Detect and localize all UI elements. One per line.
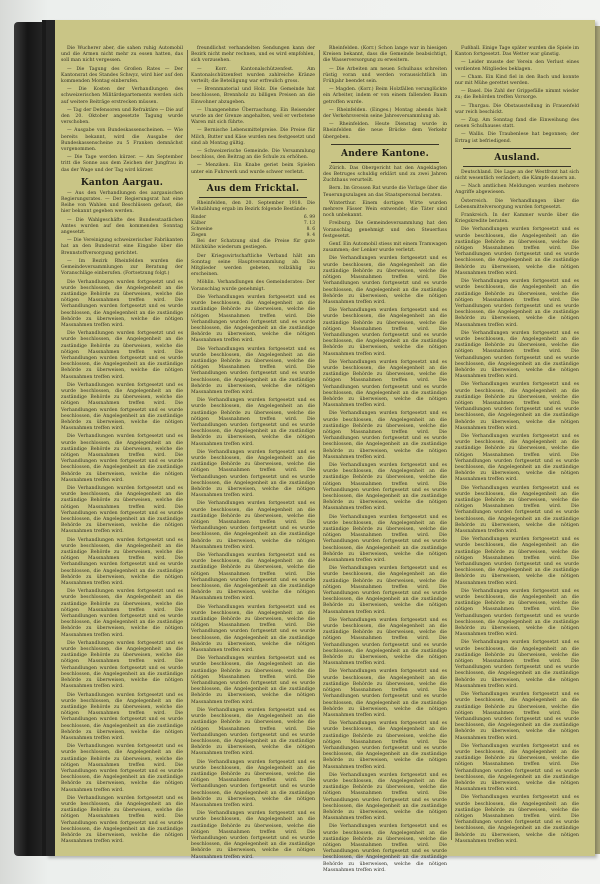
paragraph: Bei der Schatzung sind die Preise für gute Milchkühe wiederum gestiegen. — [191, 239, 315, 251]
paragraph: — Die Vereinigung schweizerischer Fabrikanten hat an den Bundesrat eine Eingabe über die Brennstoffversorgung gerichtet. — [61, 238, 183, 256]
paragraph: — Die Kosten der Verhandlungen des schweizerischen Militärdepartements werden sich auf weitere Beiträge erstrecken müssen. — [61, 87, 183, 105]
filler-paragraph: Die Verhandlungen wurden fortgesetzt und es wurde beschlossen, die Angelegenheit an die zuständige Behörde zu überweisen, welche die nötigen Massnahmen treffen wird. Die Verhandlungen wurden fortgesetzt und es wurde beschlossen, die Angelegenheit an die zuständige Behörde zu überweisen, welche die nötigen Massnahmen treffen wird. — [455, 485, 579, 535]
filler-paragraph: Die Verhandlungen wurden fortgesetzt und es wurde beschlossen, die Angelegenheit an die zuständige Behörde zu überweisen, welche die nötigen Massnahmen treffen wird. Die Verhandlungen wurden fortgesetzt und es wurde beschlossen, die Angelegenheit an die zuständige Behörde zu überweisen, welche die nötigen Massnahmen treffen wird. — [191, 449, 315, 499]
paragraph: — Menziken. Ein Knabe geriet beim Spielen unter ein Fuhrwerk und wurde schwer verletzt. — [191, 163, 315, 175]
paragraph: — Rheinfelden. Heute Dienstag wurde in Rheinfelden die neue Brücke dem Verkehr übergeben. — [323, 122, 447, 140]
filler-paragraph: Die Verhandlungen wurden fortgesetzt und es wurde beschlossen, die Angelegenheit an die zuständige Behörde zu überweisen, welche die nötigen Massnahmen treffen wird. Die Verhandlungen wurden fortgesetzt und es wurde beschlossen, die Angelegenheit an die zuständige Behörde zu überweisen, welche die nötigen Massnahmen treffen wird. — [455, 743, 579, 793]
heading-andere-kantone: Andere Kantone. — [341, 148, 429, 159]
paragraph: — Nach amtlichen Meldungen wurden mehrere Angriffe abgewiesen. — [455, 184, 579, 196]
paragraph: — Schweizerische Gemeinde. Die Versammlung beschloss, den Beitrag an die Schule zu erhöhen. — [191, 149, 315, 161]
filler-paragraph: Die Verhandlungen wurden fortgesetzt und es wurde beschlossen, die Angelegenheit an die zuständige Behörde zu überweisen, welche die nötigen Massnahmen treffen wird. Die Verhandlungen wurden fortgesetzt und es wurde beschlossen, die Angelegenheit an die zuständige Behörde zu überweisen, welche die nötigen Massnahmen treffen wird. — [323, 824, 447, 873]
paragraph: — Die Tage werden kürzer. — Am September tritt die Sonne aus dem Zeichen der Jungfrau in das der Wage und der Tag wird kürzer. — [61, 155, 183, 173]
section-rule — [199, 179, 307, 180]
column-3 — [323, 46, 447, 873]
filler-paragraph: Die Verhandlungen wurden fortgesetzt und es wurde beschlossen, die Angelegenheit an die zuständige Behörde zu überweisen, welche die nötigen Massnahmen treffen wird. Die Verhandlungen wurden fortgesetzt und es wurde beschlossen, die Angelegenheit an die zuständige Behörde zu überweisen, welche die nötigen Massnahmen treffen wird. — [323, 617, 447, 667]
paragraph: Deutschland. Die Lage an der Westfront hat sich nicht wesentlich verändert; die Kämpfe dauern an. — [455, 169, 579, 182]
column-divider — [187, 50, 188, 840]
table-row: Schweine 8. 6 — [191, 227, 315, 233]
section-rule — [331, 162, 439, 163]
section-rule — [463, 166, 571, 167]
table-row: Kälber 7. 13 — [191, 221, 315, 227]
paragraph: — Die Wahlgeschäfte des Bundesstaatlichen Amtes wurden auf den kommenden Sonntag angesetzt. — [61, 217, 183, 236]
paragraph: Möhlin. Verhandlungen des Gemeinderates: Der Voranschlag wurde genehmigt. — [191, 280, 315, 292]
paragraph: — Die Tagung des Großen Rates — Der Kantonsrat des Standes Schwyz, wird hier auf den kommenden Montag einberufen. — [61, 66, 183, 85]
paragraph: — Magden. (Korr.) Beim Holzfällen verunglückte ein Arbeiter, indem er von einem fallenden Baum getroffen wurde. — [323, 87, 447, 105]
paragraph: Österreich. Die Verhandlungen über die Lebensmittelversorgung wurden fortgesetzt. — [455, 198, 579, 210]
filler-paragraph: Die Verhandlungen wurden fortgesetzt und es wurde beschlossen, die Angelegenheit an die zuständige Behörde zu überweisen, welche die nötigen Massnahmen treffen wird. Die Verhandlungen wurden fortgesetzt und es wurde beschlossen, die Angelegenheit an die zuständige Behörde zu überweisen, welche die nötigen Massnahmen treffen wird. — [323, 669, 447, 718]
filler-paragraph: Die Verhandlungen wurden fortgesetzt und es wurde beschlossen, die Angelegenheit an die zuständige Behörde zu überweisen, welche die nötigen Massnahmen treffen wird. Die Verhandlungen wurden fortgesetzt und es wurde beschlossen, die Angelegenheit an die zuständige Behörde zu überweisen, welche die nötigen Massnahmen treffen wird. — [323, 566, 447, 615]
filler-paragraph: Die Verhandlungen wurden fortgesetzt und es wurde beschlossen, die Angelegenheit an die zuständige Behörde zu überweisen, welche die nötigen Massnahmen treffen wird. Die Verhandlungen wurden fortgesetzt und es wurde beschlossen, die Angelegenheit an die zuständige Behörde zu überweisen, welche die nötigen Massnahmen treffen wird. — [191, 707, 315, 757]
filler-paragraph: Die Verhandlungen wurden fortgesetzt und es wurde beschlossen, die Angelegenheit an die zuständige Behörde zu überweisen, welche die nötigen Massnahmen treffen wird. Die Verhandlungen wurden fortgesetzt und es wurde beschlossen, die Angelegenheit an die zuständige Behörde zu überweisen, welche die nötigen Massnahmen treffen wird. — [191, 398, 315, 447]
table-row: Ziegen 9. 4 — [191, 233, 315, 239]
column-4 — [455, 46, 579, 846]
paragraph: Die Wucherer aber, die sahen ruhig Automobil und die Armen nicht mehr zu essen hatten, das soll man nicht vergessen. — [61, 46, 183, 64]
paragraph: — Unangenehme Überraschung. Ein Reisender wurde an der Grenze angehalten, weil er verbotene Waren mit sich führte. — [191, 107, 315, 126]
paragraph: — Im Bezirk Rheinfelden wurden die Gemeindeversammlungen zur Beratung der Voranschläge einberufen. (Fortsetzung folgt.) — [61, 258, 183, 277]
filler-paragraph: Die Verhandlungen wurden fortgesetzt und es wurde beschlossen, die Angelegenheit an die zuständige Behörde zu überweisen, welche die nötigen Massnahmen treffen wird. Die Verhandlungen wurden fortgesetzt und es wurde beschlossen, die Angelegenheit an die zuständige Behörde zu überweisen, welche die nötigen Massnahmen treffen wird. — [455, 795, 579, 844]
filler-paragraph: Die Verhandlungen wurden fortgesetzt und es wurde beschlossen, die Angelegenheit an die zuständige Behörde zu überweisen, welche die nötigen Massnahmen treffen wird. Die Verhandlungen wurden fortgesetzt und es wurde beschlossen, die Angelegenheit an die zuständige Behörde zu überweisen, welche die nötigen Massnahmen treffen wird. — [191, 553, 315, 602]
filler-paragraph: Die Verhandlungen wurden fortgesetzt und es wurde beschlossen, die Angelegenheit an die zuständige Behörde zu überweisen, welche die nötigen Massnahmen treffen wird. Die Verhandlungen wurden fortgesetzt und es wurde beschlossen, die Angelegenheit an die zuständige Behörde zu überweisen, welche die nötigen Massnahmen treffen wird. — [323, 308, 447, 357]
paragraph: Frankreich. In der Kammer wurde über die Kriegskredite beraten. — [455, 213, 579, 225]
filler-paragraph: Die Verhandlungen wurden fortgesetzt und es wurde beschlossen, die Angelegenheit an die zuständige Behörde zu überweisen, welche die nötigen Massnahmen treffen wird. Die Verhandlungen wurden fortgesetzt und es wurde beschlossen, die Angelegenheit an die zuständige Behörde zu überweisen, welche die nötigen Massnahmen treffen wird. — [323, 721, 447, 770]
filler-paragraph: Die Verhandlungen wurden fortgesetzt und es wurde beschlossen, die Angelegenheit an die zuständige Behörde zu überweisen, welche die nötigen Massnahmen treffen wird. Die Verhandlungen wurden fortgesetzt und es wurde beschlossen, die Angelegenheit an die zuständige Behörde zu überweisen, welche die nötigen Massnahmen treffen wird. — [191, 346, 315, 395]
paragraph: Freiburg. Die Gemeindeversammlung hat den Voranschlag genehmigt und den Steuerfuss festgesetzt. — [323, 221, 447, 239]
filler-paragraph: Die Verhandlungen wurden fortgesetzt und es wurde beschlossen, die Angelegenheit an die zuständige Behörde zu überweisen, welche die nötigen Massnahmen treffen wird. Die Verhandlungen wurden fortgesetzt und es wurde beschlossen, die Angelegenheit an die zuständige Behörde zu überweisen, welche die nötigen Massnahmen treffen wird. — [455, 227, 579, 276]
filler-paragraph: Die Verhandlungen wurden fortgesetzt und es wurde beschlossen, die Angelegenheit an die zuständige Behörde zu überweisen, welche die nötigen Massnahmen treffen wird. Die Verhandlungen wurden fortgesetzt und es wurde beschlossen, die Angelegenheit an die zuständige Behörde zu überweisen, welche die nötigen Massnahmen treffen wird. — [455, 279, 579, 328]
filler-paragraph: Die Verhandlungen wurden fortgesetzt und es wurde beschlossen, die Angelegenheit an die zuständige Behörde zu überweisen, welche die nötigen Massnahmen treffen wird. Die Verhandlungen wurden fortgesetzt und es wurde beschlossen, die Angelegenheit an die zuständige Behörde zu überweisen, welche die nötigen Massnahmen treffen wird. — [61, 692, 183, 741]
table-row: Rinder 6. 99 — [191, 215, 315, 221]
filler-paragraph: Die Verhandlungen wurden fortgesetzt und es wurde beschlossen, die Angelegenheit an die zuständige Behörde zu überweisen, welche die nötigen Massnahmen treffen wird. Die Verhandlungen wurden fortgesetzt und es wurde beschlossen, die Angelegenheit an die zuständige Behörde zu überweisen, welche die nötigen Massnahmen treffen wird. — [191, 759, 315, 808]
paragraph: Der Kriegswirtschaftliche Verband hält am Sonntag seine Hauptversammlung ab. Die Mitglieder werden gebeten, vollzählig zu erscheinen. — [191, 253, 315, 278]
paragraph: — Brennmaterial und Holz. Die Gemeinde hat beschlossen, Brennholz zu billigen Preisen an die Einwohner abzugeben. — [191, 87, 315, 105]
filler-paragraph: Die Verhandlungen wurden fortgesetzt und es wurde beschlossen, die Angelegenheit an die zuständige Behörde zu überweisen, welche die nötigen Massnahmen treffen wird. Die Verhandlungen wurden fortgesetzt und es wurde beschlossen, die Angelegenheit an die zuständige Behörde zu überweisen, welche die nötigen Massnahmen treffen wird. — [61, 434, 183, 483]
paragraph: Zürich. Das Obergericht hat den Angeklagten des Betruges schuldig erklärt und zu zwei Jahren Zuchthaus verurteilt. — [323, 165, 447, 184]
filler-paragraph: Die Verhandlungen wurden fortgesetzt und es wurde beschlossen, die Angelegenheit an die zuständige Behörde zu überweisen, welche die nötigen Massnahmen treffen wird. Die Verhandlungen wurden fortgesetzt und es wurde beschlossen, die Angelegenheit an die zuständige Behörde zu überweisen, welche die nötigen Massnahmen treffen wird. — [323, 514, 447, 564]
paragraph: — Die Arbeiten am neuen Schulhaus schreiten rüstig voran und werden voraussichtlich im Frühjahr beendet sein. — [323, 66, 447, 85]
paragraph: — Ausgabe von Bundeskassenscheinen. — Wie bereits bekannt, wird die Ausgabe der Bundeskassenscheine zu 5 Franken demnächst vorgenommen. — [61, 128, 183, 153]
paragraph: Rheinfelden. (Korr.) Schon lange war in hiesigen Kreisen bekannt, dass die Gemeinde beabsichtigt, die Wasserversorgung zu erweitern. — [323, 46, 447, 64]
filler-paragraph: Die Verhandlungen wurden fortgesetzt und es wurde beschlossen, die Angelegenheit an die zuständige Behörde zu überweisen, welche die nötigen Massnahmen treffen wird. Die Verhandlungen wurden fortgesetzt und es wurde beschlossen, die Angelegenheit an die zuständige Behörde zu überweisen, welche die nötigen Massnahmen treffen wird. — [61, 589, 183, 638]
filler-paragraph: Die Verhandlungen wurden fortgesetzt und es wurde beschlossen, die Angelegenheit an die zuständige Behörde zu überweisen, welche die nötigen Massnahmen treffen wird. Die Verhandlungen wurden fortgesetzt und es wurde beschlossen, die Angelegenheit an die zuständige Behörde zu überweisen, welche die nötigen Massnahmen treffen wird. — [323, 359, 447, 409]
filler-paragraph: Die Verhandlungen wurden fortgesetzt und es wurde beschlossen, die Angelegenheit an die zuständige Behörde zu überweisen, welche die nötigen Massnahmen treffen wird. Die Verhandlungen wurden fortgesetzt und es wurde beschlossen, die Angelegenheit an die zuständige Behörde zu überweisen, welche die nötigen Massnahmen treffen wird. — [61, 640, 183, 690]
filler-paragraph: Die Verhandlungen wurden fortgesetzt und es wurde beschlossen, die Angelegenheit an die zuständige Behörde zu überweisen, welche die nötigen Massnahmen treffen wird. Die Verhandlungen wurden fortgesetzt und es wurde beschlossen, die Angelegenheit an die zuständige Behörde zu überweisen, welche die nötigen Massnahmen treffen wird. — [191, 604, 315, 654]
heading-kanton-aargau: Kanton Aargau. — [80, 177, 164, 188]
paragraph: — Thurgau. Die Obstausstellung in Frauenfeld war reich beschickt. — [455, 103, 579, 115]
filler-paragraph: Die Verhandlungen wurden fortgesetzt und es wurde beschlossen, die Angelegenheit an die zuständige Behörde zu überweisen, welche die nötigen Massnahmen treffen wird. Die Verhandlungen wurden fortgesetzt und es wurde beschlossen, die Angelegenheit an die zuständige Behörde zu überweisen, welche die nötigen Massnahmen treffen wird. — [191, 656, 315, 705]
filler-paragraph: Die Verhandlungen wurden fortgesetzt und es wurde beschlossen, die Angelegenheit an die zuständige Behörde zu überweisen, welche die nötigen Massnahmen treffen wird. Die Verhandlungen wurden fortgesetzt und es wurde beschlossen, die Angelegenheit an die zuständige Behörde zu überweisen, welche die nötigen Massnahmen treffen wird. — [191, 294, 315, 344]
filler-paragraph: Die Verhandlungen wurden fortgesetzt und es wurde beschlossen, die Angelegenheit an die zuständige Behörde zu überweisen, welche die nötigen Massnahmen treffen wird. Die Verhandlungen wurden fortgesetzt und es wurde beschlossen, die Angelegenheit an die zuständige Behörde zu überweisen, welche die nötigen Massnahmen treffen wird. — [323, 256, 447, 305]
filler-paragraph: Die Verhandlungen wurden fortgesetzt und es wurde beschlossen, die Angelegenheit an die zuständige Behörde zu überweisen, welche die nötigen Massnahmen treffen wird. Die Verhandlungen wurden fortgesetzt und es wurde beschlossen, die Angelegenheit an die zuständige Behörde zu überweisen, welche die nötigen Massnahmen treffen wird. — [455, 330, 579, 380]
paragraph: — Wallis. Die Traubenlese hat begonnen; der Ertrag ist befriedigend. — [455, 132, 579, 144]
column-2 — [191, 46, 315, 860]
filler-paragraph: Die Verhandlungen wurden fortgesetzt und es wurde beschlossen, die Angelegenheit an die zuständige Behörde zu überweisen, welche die nötigen Massnahmen treffen wird. Die Verhandlungen wurden fortgesetzt und es wurde beschlossen, die Angelegenheit an die zuständige Behörde zu überweisen, welche die nötigen Massnahmen treffen wird. — [455, 692, 579, 741]
paragraph: — Basel. Die Zahl der Grippefälle nimmt wieder zu; die Behörden treffen Vorsorge. — [455, 89, 579, 101]
filler-paragraph: Die Verhandlungen wurden fortgesetzt und es wurde beschlossen, die Angelegenheit an die zuständige Behörde zu überweisen, welche die nötigen Massnahmen treffen wird. Die Verhandlungen wurden fortgesetzt und es wurde beschlossen, die Angelegenheit an die zuständige Behörde zu überweisen, welche die nötigen Massnahmen treffen wird. — [455, 537, 579, 586]
filler-paragraph: Die Verhandlungen wurden fortgesetzt und es wurde beschlossen, die Angelegenheit an die zuständige Behörde zu überweisen, welche die nötigen Massnahmen treffen wird. Die Verhandlungen wurden fortgesetzt und es wurde beschlossen, die Angelegenheit an die zuständige Behörde zu überweisen, welche die nötigen Massnahmen treffen wird. — [61, 382, 183, 432]
filler-paragraph: Die Verhandlungen wurden fortgesetzt und es wurde beschlossen, die Angelegenheit an die zuständige Behörde zu überweisen, welche die nötigen Massnahmen treffen wird. Die Verhandlungen wurden fortgesetzt und es wurde beschlossen, die Angelegenheit an die zuständige Behörde zu überweisen, welche die nötigen Massnahmen treffen wird. — [61, 795, 183, 845]
filler-paragraph: Die Verhandlungen wurden fortgesetzt und es wurde beschlossen, die Angelegenheit an die zuständige Behörde zu überweisen, welche die nötigen Massnahmen treffen wird. Die Verhandlungen wurden fortgesetzt und es wurde beschlossen, die Angelegenheit an die zuständige Behörde zu überweisen, welche die nötigen Massnahmen treffen wird. — [191, 501, 315, 550]
filler-paragraph: Die Verhandlungen wurden fortgesetzt und es wurde beschlossen, die Angelegenheit an die zuständige Behörde zu überweisen, welche die nötigen Massnahmen treffen wird. Die Verhandlungen wurden fortgesetzt und es wurde beschlossen, die Angelegenheit an die zuständige Behörde zu überweisen, welche die nötigen Massnahmen treffen wird. — [455, 382, 579, 431]
section-rule — [331, 144, 439, 145]
paragraph: Bern. Im Grossen Rat wurde die Vorlage über die Teuerungszulagen an das Staatspersonal beraten. — [323, 186, 447, 198]
filler-paragraph: Die Verhandlungen wurden fortgesetzt und es wurde beschlossen, die Angelegenheit an die zuständige Behörde zu überweisen, welche die nötigen Massnahmen treffen wird. Die Verhandlungen wurden fortgesetzt und es wurde beschlossen, die Angelegenheit an die zuständige Behörde zu überweisen, welche die nötigen Massnahmen treffen wird. — [323, 411, 447, 460]
filler-paragraph: Die Verhandlungen wurden fortgesetzt und es wurde beschlossen, die Angelegenheit an die zuständige Behörde zu überweisen, welche die nötigen Massnahmen treffen wird. Die Verhandlungen wurden fortgesetzt und es wurde beschlossen, die Angelegenheit an die zuständige Behörde zu überweisen, welche die nötigen Massnahmen treffen wird. — [61, 331, 183, 380]
filler-paragraph: Die Verhandlungen wurden fortgesetzt und es wurde beschlossen, die Angelegenheit an die zuständige Behörde zu überweisen, welche die nötigen Massnahmen treffen wird. Die Verhandlungen wurden fortgesetzt und es wurde beschlossen, die Angelegenheit an die zuständige Behörde zu überweisen, welche die nötigen Massnahmen treffen wird. — [323, 772, 447, 822]
section-rule — [463, 148, 571, 149]
column-divider — [451, 50, 452, 840]
column-divider — [319, 50, 320, 840]
paragraph: — Tag der Defensoren und Refraktäre — Die auf den 20. Oktober angesetzte Tagung wurde verschoben. — [61, 107, 183, 126]
livestock-table — [191, 215, 315, 239]
filler-paragraph: Die Verhandlungen wurden fortgesetzt und es wurde beschlossen, die Angelegenheit an die zuständige Behörde zu überweisen, welche die nötigen Massnahmen treffen wird. Die Verhandlungen wurden fortgesetzt und es wurde beschlossen, die Angelegenheit an die zuständige Behörde zu überweisen, welche die nötigen Massnahmen treffen wird. — [455, 433, 579, 483]
filler-paragraph: Die Verhandlungen wurden fortgesetzt und es wurde beschlossen, die Angelegenheit an die zuständige Behörde zu überweisen, welche die nötigen Massnahmen treffen wird. Die Verhandlungen wurden fortgesetzt und es wurde beschlossen, die Angelegenheit an die zuständige Behörde zu überweisen, welche die nötigen Massnahmen treffen wird. — [61, 744, 183, 793]
paragraph: Fußball. Einige Tage später wurden die Spiele im Kanton fortgesetzt. Das Wetter war günstig. — [455, 46, 579, 58]
paragraph: — Zug. Am Sonntag fand die Einweihung des neuen Schulhauses statt. — [455, 118, 579, 130]
filler-paragraph: Die Verhandlungen wurden fortgesetzt und es wurde beschlossen, die Angelegenheit an die zuständige Behörde zu überweisen, welche die nötigen Massnahmen treffen wird. Die Verhandlungen wurden fortgesetzt und es wurde beschlossen, die Angelegenheit an die zuständige Behörde zu überweisen, welche die nötigen Massnahmen treffen wird. — [61, 537, 183, 587]
paragraph: — Cham. Ein Kind fiel in den Bach und konnte nur mit Mühe gerettet werden. — [455, 74, 579, 87]
paragraph: — Korr. Kantonalschützenfest. Am Kantonalschützenfest wurden zahlreiche Kränze verteilt; die Beteiligung war erfreulich gross. — [191, 66, 315, 85]
filler-paragraph: Die Verhandlungen wurden fortgesetzt und es wurde beschlossen, die Angelegenheit an die zuständige Behörde zu überweisen, welche die nötigen Massnahmen treffen wird. Die Verhandlungen wurden fortgesetzt und es wurde beschlossen, die Angelegenheit an die zuständige Behörde zu überweisen, welche die nötigen Massnahmen treffen wird. — [323, 462, 447, 512]
filler-paragraph: Die Verhandlungen wurden fortgesetzt und es wurde beschlossen, die Angelegenheit an die zuständige Behörde zu überweisen, welche die nötigen Massnahmen treffen wird. Die Verhandlungen wurden fortgesetzt und es wurde beschlossen, die Angelegenheit an die zuständige Behörde zu überweisen, welche die nötigen Massnahmen treffen wird. — [61, 279, 183, 328]
column-1 — [61, 46, 183, 846]
filler-paragraph: Die Verhandlungen wurden fortgesetzt und es wurde beschlossen, die Angelegenheit an die zuständige Behörde zu überweisen, welche die nötigen Massnahmen treffen wird. Die Verhandlungen wurden fortgesetzt und es wurde beschlossen, die Angelegenheit an die zuständige Behörde zu überweisen, welche die nötigen Massnahmen treffen wird. — [191, 811, 315, 860]
filler-paragraph: Die Verhandlungen wurden fortgesetzt und es wurde beschlossen, die Angelegenheit an die zuständige Behörde zu überweisen, welche die nötigen Massnahmen treffen wird. Die Verhandlungen wurden fortgesetzt und es wurde beschlossen, die Angelegenheit an die zuständige Behörde zu überweisen, welche die nötigen Massnahmen treffen wird. — [61, 486, 183, 535]
paragraph: — Leider musste der Verein den Verlust eines verdienten Mitgliedes beklagen. — [455, 60, 579, 72]
heading-ausland: Ausland. — [494, 152, 540, 163]
heading-aus-dem-fricktal: Aus dem Fricktal. — [206, 183, 300, 194]
paragraph: Genf. Ein Automobil stiess mit einem Tramwagen zusammen; der Lenker wurde verletzt. — [323, 242, 447, 254]
paragraph: Rheinfelden, den 20. September 1918. Die Viehzählung ergab im Bezirk folgende Bestände: — [191, 200, 315, 213]
paragraph: — Rheinfelden. (Einges.) Montag abends hielt der Verkehrsverein seine Jahresversammlung ab. — [323, 107, 447, 120]
paragraph: — Aus den Verhandlungen des aargauischen Regierungsrates. — Der Regierungsrat hat eine Reihe von Wahlen und Beschlüssen gefasst, die hier bekannt gegeben werden. — [61, 190, 183, 215]
paragraph: Winterthur. Einem dortigen Wirte wurden mehrere Fässer Wein entwendet; die Täter sind noch unbekannt. — [323, 200, 447, 219]
newspaper-page — [46, 20, 595, 873]
filler-paragraph: Die Verhandlungen wurden fortgesetzt und es wurde beschlossen, die Angelegenheit an die zuständige Behörde zu überweisen, welche die nötigen Massnahmen treffen wird. Die Verhandlungen wurden fortgesetzt und es wurde beschlossen, die Angelegenheit an die zuständige Behörde zu überweisen, welche die nötigen Massnahmen treffen wird. — [455, 588, 579, 638]
paragraph: freundlichst verhandelten Sendungen kann der Bezirk nicht mehr rechnen, und es wird empfohlen, sich vorzusehen. — [191, 46, 315, 64]
paragraph: — Bernische Lebensmittelpreise. Die Preise für Milch, Butter und Käse wurden neu festgesetzt und sind ab Montag gültig. — [191, 128, 315, 146]
section-rule — [199, 197, 307, 198]
filler-paragraph: Die Verhandlungen wurden fortgesetzt und es wurde beschlossen, die Angelegenheit an die zuständige Behörde zu überweisen, welche die nötigen Massnahmen treffen wird. Die Verhandlungen wurden fortgesetzt und es wurde beschlossen, die Angelegenheit an die zuständige Behörde zu überweisen, welche die nötigen Massnahmen treffen wird. — [455, 640, 579, 689]
book-binding-edge — [14, 22, 48, 856]
